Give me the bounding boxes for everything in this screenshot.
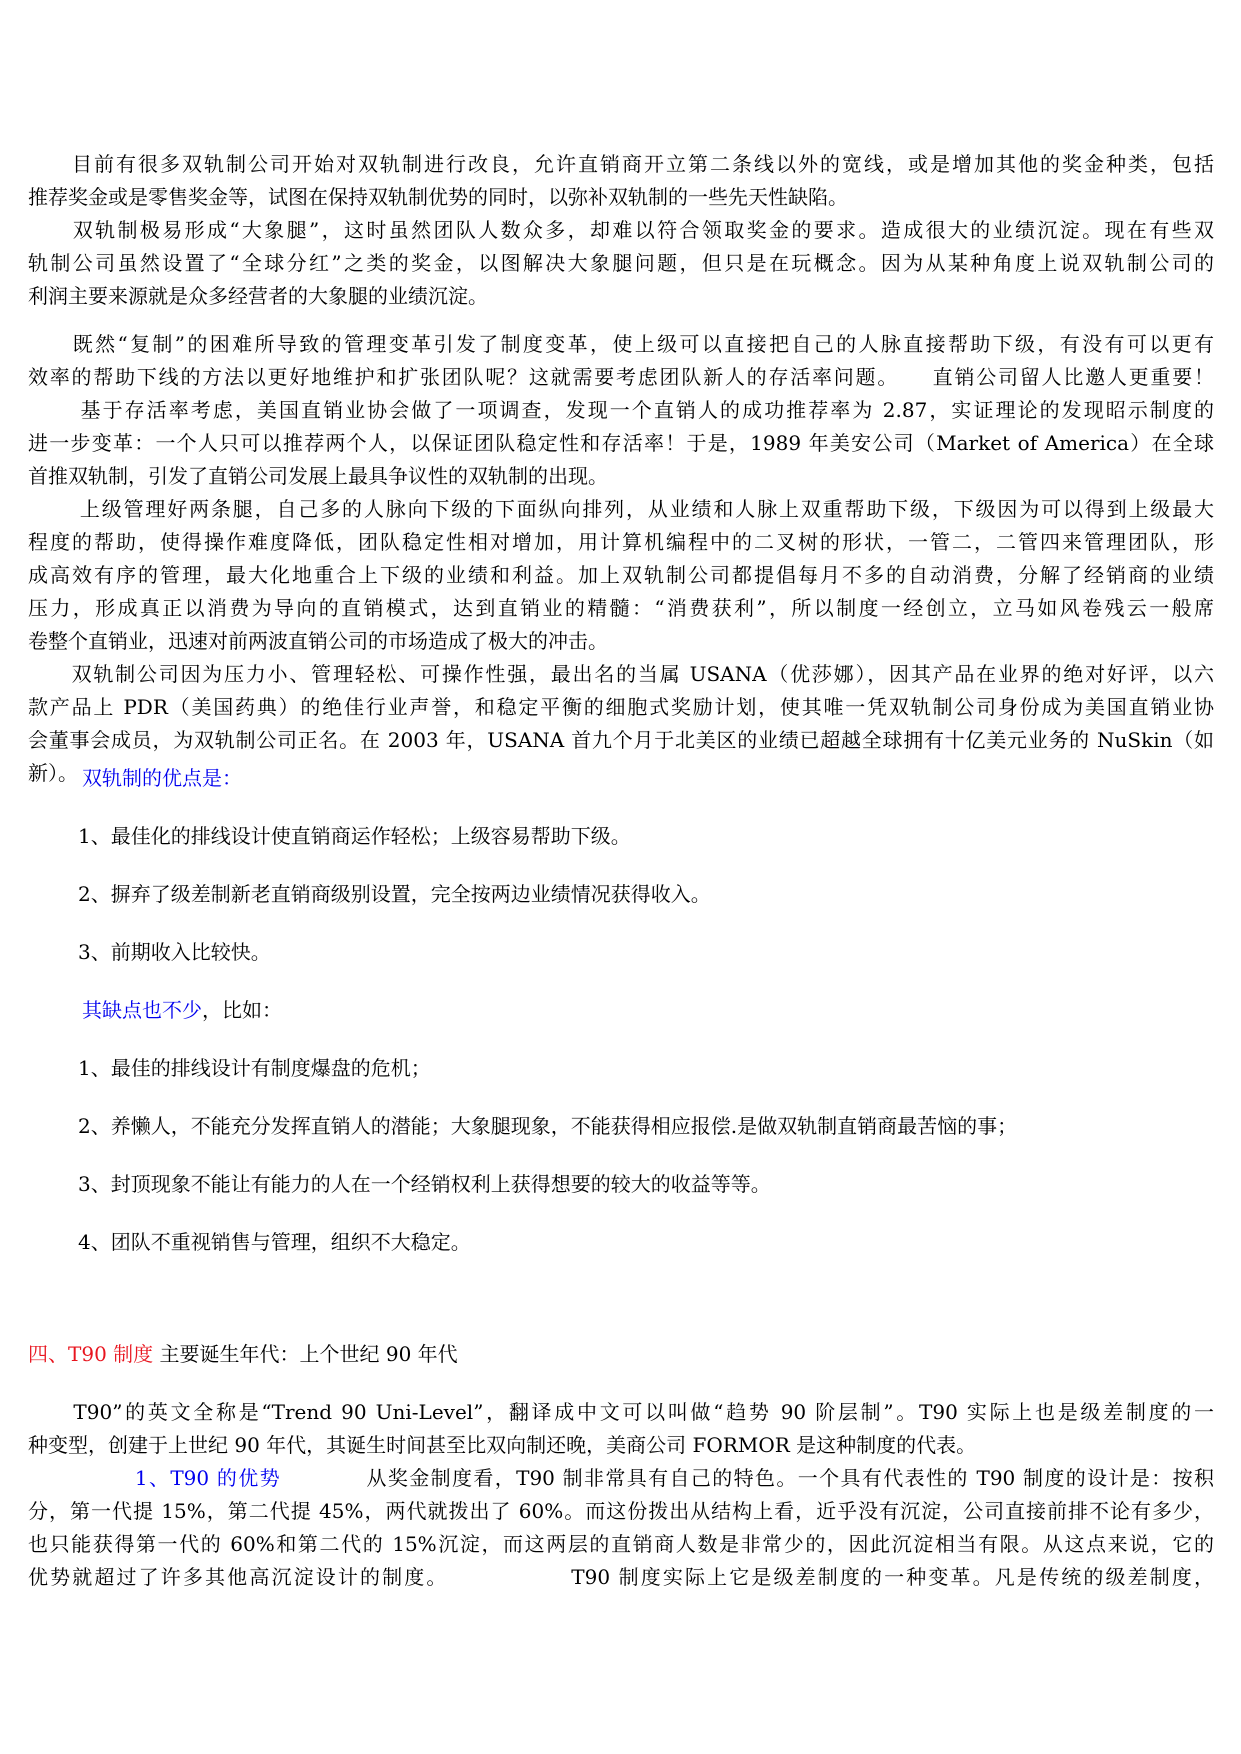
text-line: T90”的英文全称是“Trend 90 Uni-Level”，翻译成中文可以叫做“趋势 90 阶层制”。T90 实际上也是级差制度的一 <box>28 1400 1214 1424</box>
text-line <box>28 1462 1214 1495</box>
text-line: 轨制公司虽然设置了“全球分红”之类的奖金，以图解决大象腿问题，但只是在玩概念。因为从某种角度上说双轨制公司的 <box>28 251 1214 275</box>
text-line: 压力，形成真正以消费为导向的直销模式，达到直销业的精髓：“消费获利”，所以制度一经创立，立马如风卷残云一般席 <box>28 596 1214 620</box>
text-line: 进一步变革：一个人只可以推荐两个人，以保证团队稳定性和存活率！于是，1989 年美安公司（Market of America）在全球 <box>28 431 1214 455</box>
text-line: 会董事会成员，为双轨制公司正名。在 2003 年，USANA 首九个月于北美区的业绩已超越全球拥有十亿美元业务的 NuSkin（如 <box>28 728 1214 752</box>
section-heading-t90-era: 主要诞生年代：上个世纪 90 年代 <box>153 1342 458 1366</box>
advantage-item: 3、前期收入比较快。 <box>78 940 271 964</box>
text-line: 效率的帮助下线的方法以更好地维护和扩张团队呢？这就需要考虑团队新人的存活率问题。 直销公司留人比邀人更重要！ <box>28 365 1214 389</box>
section-heading-t90-title: 四、T90 制度 <box>28 1342 154 1366</box>
text-line: 款产品上 PDR（美国药典）的绝佳行业声誉，和稳定平衡的细胞式奖励计划，使其唯一凭双轨制公司身份成为美国直销业协 <box>28 695 1214 719</box>
text-line: 双轨制极易形成“大象腿”，这时虽然团队人数众多，却难以符合领取奖金的要求。造成很大的业绩沉淀。现在有些双 <box>28 218 1214 242</box>
text-line: 目前有很多双轨制公司开始对双轨制进行改良，允许直销商开立第二条线以外的宽线，或是增加其他的奖金种类，包括 <box>28 152 1214 176</box>
text-line: 分，第一代提 15%，第二代提 45%，两代就拨出了 60%。而这份拨出从结构上看，近乎没有沉淀，公司直接前排不论有多少， <box>28 1499 1214 1523</box>
paragraph-elephant-leg <box>28 214 1214 313</box>
paragraph-dual-track-improvement <box>28 148 1214 214</box>
text-line: 推荐奖金或是零售奖金等，试图在保持双轨制优势的同时，以弥补双轨制的一些先天性缺陷。 <box>28 185 848 209</box>
text-line: 既然“复制”的困难所导致的管理变革引发了制度变革，使上级可以直接把自己的人脉直接帮助下级，有没有可以更有 <box>28 332 1214 356</box>
text-line-rest: 从奖金制度看，T90 制非常具有自己的特色。一个具有代表性的 T90 制度的设计是：按积 <box>281 1466 1214 1490</box>
advantages-heading: 双轨制的优点是： <box>82 766 242 790</box>
text-line: 种变型，创建于上世纪 90 年代，其诞生时间甚至比双向制还晚，美商公司 FORMOR 是这种制度的代表。 <box>28 1433 977 1457</box>
text-line: 首推双轨制，引发了直销公司发展上最具争议性的双轨制的出现。 <box>28 464 608 488</box>
t90-advantage-subheading: 1、T90 的优势 <box>28 1466 281 1490</box>
disadvantage-item: 1、最佳的排线设计有制度爆盘的危机； <box>78 1056 431 1080</box>
disadvantage-item: 2、养懒人，不能充分发挥直销人的潜能；大象腿现象，不能获得相应报偿.是做双轨制直销商最苦恼的事； <box>78 1114 1018 1138</box>
paragraph-t90-definition <box>28 1396 1214 1462</box>
paragraph-t90-advantages <box>28 1462 1214 1594</box>
disadvantage-item: 4、团队不重视销售与管理，组织不大稳定。 <box>78 1230 471 1254</box>
section-heading-t90 <box>28 1338 458 1371</box>
text-line: 卷整个直销业，迅速对前两波直销公司的市场造成了极大的冲击。 <box>28 629 608 653</box>
disadvantages-heading <box>82 994 282 1027</box>
text-line: 新）。 <box>28 761 78 785</box>
paragraph-system-reform <box>28 328 1214 790</box>
text-line: 成高效有序的管理，最大化地重合上下级的业绩和利益。加上双轨制公司都提倡每月不多的自动消费，分解了经销商的业绩 <box>28 563 1214 587</box>
text-line: 双轨制公司因为压力小、管理轻松、可操作性强，最出名的当属 USANA（优莎娜），因其产品在业界的绝对好评，以六 <box>28 662 1214 686</box>
disadvantage-item: 3、封顶现象不能让有能力的人在一个经销权利上获得想要的较大的收益等等。 <box>78 1172 771 1196</box>
disadvantages-heading-highlight: 其缺点也不少 <box>82 998 202 1022</box>
advantage-item: 1、最佳化的排线设计使直销商运作轻松；上级容易帮助下级。 <box>78 824 631 848</box>
text-line: 优势就超过了许多其他高沉淀设计的制度。 T90 制度实际上它是级差制度的一种变革。凡是传统的级差制度， <box>28 1565 1214 1589</box>
text-line: 基于存活率考虑，美国直销业协会做了一项调查，发现一个直销人的成功推荐率为 2.87，实证理论的发现昭示制度的 <box>28 398 1214 422</box>
text-line: 利润主要来源就是众多经营者的大象腿的业绩沉淀。 <box>28 284 488 308</box>
advantage-item: 2、摒弃了级差制新老直销商级别设置，完全按两边业绩情况获得收入。 <box>78 882 711 906</box>
text-line: 上级管理好两条腿，自己多的人脉向下级的下面纵向排列，从业绩和人脉上双重帮助下级，下级因为可以得到上级最大 <box>28 497 1214 521</box>
text-line: 也只能获得第一代的 60%和第二代的 15%沉淀，而这两层的直销商人数是非常少的，因此沉淀相当有限。从这点来说，它的 <box>28 1532 1214 1556</box>
disadvantages-heading-suffix: ，比如： <box>202 998 282 1022</box>
text-line: 程度的帮助，使得操作难度降低，团队稳定性相对增加，用计算机编程中的二叉树的形状，一管二，二管四来管理团队，形 <box>28 530 1214 554</box>
